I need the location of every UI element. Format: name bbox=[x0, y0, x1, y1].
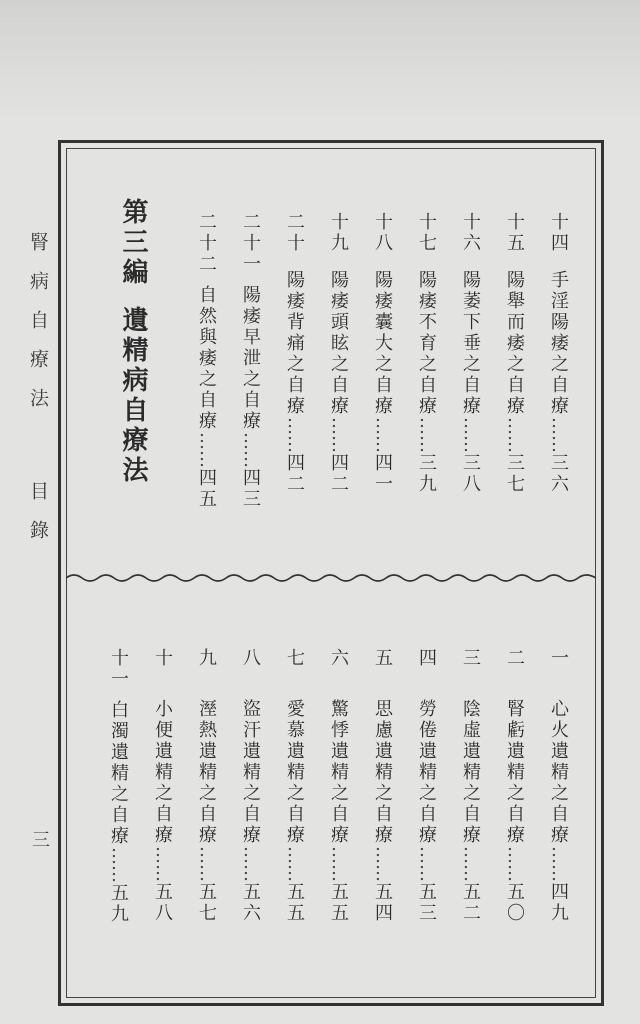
entry-page: 五八 bbox=[152, 882, 173, 924]
section-heading bbox=[118, 198, 148, 486]
toc-entry-4[interactable] bbox=[414, 648, 438, 924]
toc-entry-5[interactable] bbox=[370, 648, 394, 924]
entry-title: 思慮遺精之自療 bbox=[372, 699, 393, 846]
entry-title: 勞倦遺精之自療 bbox=[416, 699, 437, 846]
entry-number: 十九 bbox=[328, 212, 349, 254]
entry-number: 十五 bbox=[504, 212, 525, 254]
section-label: 目錄 bbox=[27, 481, 49, 560]
entry-title: 陽舉而痿之自療 bbox=[504, 270, 525, 417]
entry-number: 三 bbox=[460, 648, 481, 669]
entry-number: 十六 bbox=[460, 212, 481, 254]
toc-entry-17[interactable] bbox=[414, 212, 438, 495]
toc-entry-19[interactable] bbox=[326, 212, 350, 495]
leader-dots: …… bbox=[328, 417, 349, 453]
entry-number: 十一 bbox=[108, 648, 129, 690]
leader-dots: …… bbox=[416, 846, 437, 882]
page-number: 三 bbox=[29, 830, 50, 848]
leader-dots: …… bbox=[284, 846, 305, 882]
toc-entry-20[interactable] bbox=[282, 212, 306, 495]
entry-page: 四二 bbox=[328, 453, 349, 495]
entry-title: 溼熱遺精之自療 bbox=[196, 699, 217, 846]
toc-entry-8[interactable] bbox=[238, 648, 262, 924]
leader-dots: …… bbox=[548, 846, 569, 882]
entry-page: 五五 bbox=[328, 882, 349, 924]
entry-page: 四五 bbox=[196, 468, 217, 510]
entry-number: 七 bbox=[284, 648, 305, 669]
leader-dots: …… bbox=[328, 846, 349, 882]
entry-title: 驚悸遺精之自療 bbox=[328, 699, 349, 846]
entry-title: 白濁遺精之自療 bbox=[108, 700, 129, 847]
entry-page: 五九 bbox=[108, 883, 129, 925]
leader-dots: …… bbox=[504, 846, 525, 882]
entry-page: 五二 bbox=[460, 882, 481, 924]
leader-dots: …… bbox=[372, 846, 393, 882]
leader-dots: …… bbox=[240, 846, 261, 882]
entry-number: 十 bbox=[152, 648, 173, 669]
leader-dots: …… bbox=[152, 846, 173, 882]
toc-entry-22[interactable] bbox=[194, 212, 218, 510]
toc-entry-9[interactable] bbox=[194, 648, 218, 924]
leader-dots: …… bbox=[196, 432, 217, 468]
entry-page: 五七 bbox=[196, 882, 217, 924]
leader-dots: …… bbox=[504, 417, 525, 453]
entry-number: 五 bbox=[372, 648, 393, 669]
leader-dots: …… bbox=[372, 417, 393, 453]
leader-dots: …… bbox=[240, 432, 261, 468]
toc-entry-18[interactable] bbox=[370, 212, 394, 495]
entry-number: 十四 bbox=[548, 212, 569, 254]
toc-entry-14[interactable] bbox=[546, 212, 570, 495]
entry-number: 十七 bbox=[416, 212, 437, 254]
entry-title: 陽痿囊大之自療 bbox=[372, 270, 393, 417]
leader-dots: …… bbox=[460, 846, 481, 882]
leader-dots: …… bbox=[460, 417, 481, 453]
entry-title: 心火遺精之自療 bbox=[548, 699, 569, 846]
entry-page: 四一 bbox=[372, 453, 393, 495]
entry-title: 陽萎下垂之自療 bbox=[460, 270, 481, 417]
entry-number: 八 bbox=[240, 648, 261, 669]
entry-number: 九 bbox=[196, 648, 217, 669]
entry-number: 一 bbox=[548, 648, 569, 669]
entry-number: 二十一 bbox=[240, 212, 261, 275]
leader-dots: …… bbox=[416, 417, 437, 453]
toc-entry-6[interactable] bbox=[326, 648, 350, 924]
entry-page: 四二 bbox=[284, 453, 305, 495]
entry-page: 五六 bbox=[240, 882, 261, 924]
entry-page: 五三 bbox=[416, 882, 437, 924]
leader-dots: …… bbox=[196, 846, 217, 882]
section-number: 第三編 bbox=[118, 198, 148, 288]
entry-page: 三六 bbox=[548, 453, 569, 495]
entry-number: 二十 bbox=[284, 212, 305, 254]
running-head bbox=[28, 232, 52, 559]
entry-number: 二十二 bbox=[196, 212, 217, 275]
entry-page: 五五 bbox=[284, 882, 305, 924]
leader-dots: …… bbox=[108, 847, 129, 883]
entry-title: 腎虧遺精之自療 bbox=[504, 699, 525, 846]
wavy-divider bbox=[66, 570, 596, 586]
section-title: 遺精病自療法 bbox=[118, 306, 148, 486]
entry-page: 三七 bbox=[504, 453, 525, 495]
toc-entry-21[interactable] bbox=[238, 212, 262, 510]
toc-entry-2[interactable] bbox=[502, 648, 526, 924]
entry-page: 五〇 bbox=[504, 882, 525, 924]
entry-title: 陽痿不育之自療 bbox=[416, 270, 437, 417]
scan-shadow bbox=[0, 0, 640, 120]
entry-title: 陽痿頭眩之自療 bbox=[328, 270, 349, 417]
entry-page: 三八 bbox=[460, 453, 481, 495]
entry-title: 自然與痿之自療 bbox=[196, 285, 217, 432]
leader-dots: …… bbox=[284, 417, 305, 453]
entry-page: 三九 bbox=[416, 453, 437, 495]
entry-title: 愛慕遺精之自療 bbox=[284, 699, 305, 846]
book-title: 腎病自療法 bbox=[27, 232, 49, 427]
leader-dots: …… bbox=[548, 417, 569, 453]
entry-title: 盜汗遺精之自療 bbox=[240, 699, 261, 846]
entry-title: 手淫陽痿之自療 bbox=[548, 270, 569, 417]
toc-entry-1[interactable] bbox=[546, 648, 570, 924]
entry-page: 四三 bbox=[240, 468, 261, 510]
entry-title: 小便遺精之自療 bbox=[152, 699, 173, 846]
toc-entry-10[interactable] bbox=[150, 648, 174, 924]
entry-number: 十八 bbox=[372, 212, 393, 254]
toc-entry-16[interactable] bbox=[458, 212, 482, 495]
entry-number: 四 bbox=[416, 648, 437, 669]
toc-entry-11[interactable] bbox=[106, 648, 130, 925]
toc-entry-3[interactable] bbox=[458, 648, 482, 924]
toc-entry-7[interactable] bbox=[282, 648, 306, 924]
entry-title: 陰虛遺精之自療 bbox=[460, 699, 481, 846]
entry-page: 五四 bbox=[372, 882, 393, 924]
entry-number: 六 bbox=[328, 648, 349, 669]
toc-entry-15[interactable] bbox=[502, 212, 526, 495]
entry-title: 陽痿背痛之自療 bbox=[284, 270, 305, 417]
entry-page: 四九 bbox=[548, 882, 569, 924]
entry-number: 二 bbox=[504, 648, 525, 669]
entry-title: 陽痿早泄之自療 bbox=[240, 285, 261, 432]
